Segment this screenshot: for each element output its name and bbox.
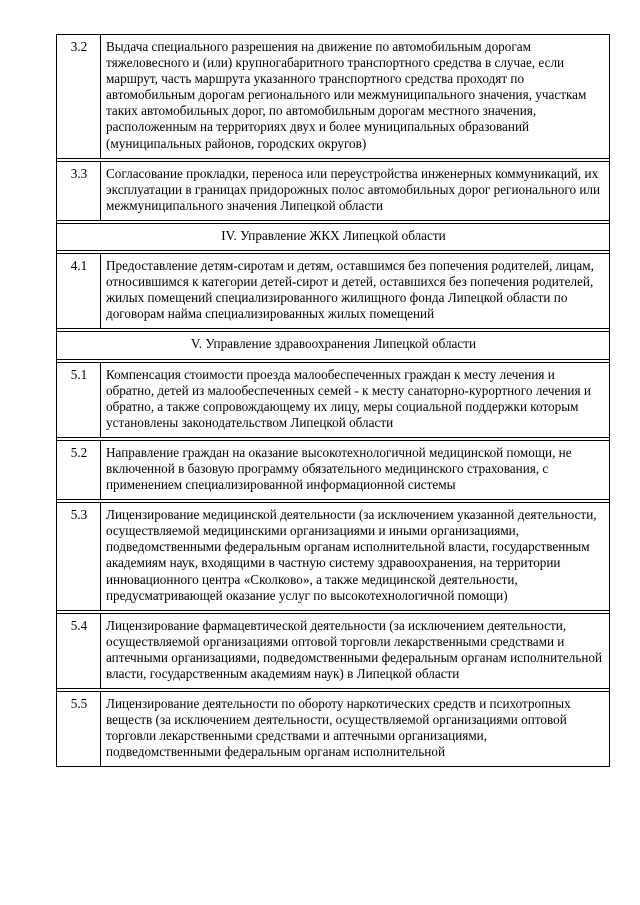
row-number: 3.3 — [57, 161, 101, 220]
row-text: Лицензирование медицинской деятельности (за исключением указанной деятельности, осуществляемой медицинскими организациями и иными организациями, подведомственными федеральным органам исполнительной власти, государственным академиям наук, входящими в частную систему здравоохранения, на территории инновационного центра «Сколково», а также медицинской деятельности, предусматривающей оказание услуг по высокотехнологичной помощи) — [101, 503, 610, 611]
row-number: 3.2 — [57, 35, 101, 159]
row-text: Согласование прокладки, переноса или переустройства инженерных коммуникаций, их эксплуатации в границах придорожных полос автомобильных дорог регионального или межмуниципального значения Липецкой области — [101, 161, 610, 220]
section-heading: IV. Управление ЖКХ Липецкой области — [57, 223, 610, 250]
row-number: 5.2 — [57, 440, 101, 499]
table-row — [57, 362, 610, 437]
table-row — [57, 440, 610, 499]
table-row — [57, 254, 610, 329]
section-row — [57, 332, 610, 359]
row-text: Предоставление детям-сиротам и детям, оставшимся без попечения родителей, лицам, относившимся к категории детей-сирот и детей, оставшихся без попечения родителей, жилых помещений специализированного жилищного фонда Липецкой области по договорам найма специализированных жилых помещений — [101, 254, 610, 329]
row-text: Лицензирование деятельности по обороту наркотических средств и психотропных веществ (за исключением деятельности, осуществляемой организациями оптовой торговли лекарственными средствами и аптечными организациями, подведомственными федеральным органам исполнительной — [101, 692, 610, 767]
section-heading: V. Управление здравоохранения Липецкой области — [57, 332, 610, 359]
services-table — [56, 34, 610, 767]
row-text: Направление граждан на оказание высокотехнологичной медицинской помощи, не включенной в базовую программу обязательного медицинского страхования, с применением специализированной информационной системы — [101, 440, 610, 499]
section-row — [57, 223, 610, 250]
row-text: Выдача специального разрешения на движение по автомобильным дорогам тяжеловесного и (или) крупногабаритного транспортного средства в случае, если маршрут, часть маршрута указанного транспортного средства проходят по автомобильным дорогам регионального или межмуниципального значения, участкам таких автомобильных дорог, по автомобильным дорогам местного значения, расположенным на территориях двух и более муниципальных образований (муниципальных районов, городских округов) — [101, 35, 610, 159]
row-text: Лицензирование фармацевтической деятельности (за исключением деятельности, осуществляемой организациями оптовой торговли лекарственными средствами и аптечными организациями, подведомственными федеральным органам исполнительной власти, государственным академиям наук) в Липецкой области — [101, 613, 610, 688]
table-row — [57, 35, 610, 159]
table-row — [57, 613, 610, 688]
row-number: 5.1 — [57, 362, 101, 437]
row-text: Компенсация стоимости проезда малообеспеченных граждан к месту лечения и обратно, детей из малообеспеченных семей - к месту санаторно-курортного лечения и обратно, а также сопровождающему их лицу, меры социальной поддержки которым установлены законодательством Липецкой области — [101, 362, 610, 437]
row-number: 5.5 — [57, 692, 101, 767]
table-row — [57, 161, 610, 220]
row-number: 4.1 — [57, 254, 101, 329]
table-row — [57, 692, 610, 767]
table-row — [57, 503, 610, 611]
row-number: 5.3 — [57, 503, 101, 611]
row-number: 5.4 — [57, 613, 101, 688]
